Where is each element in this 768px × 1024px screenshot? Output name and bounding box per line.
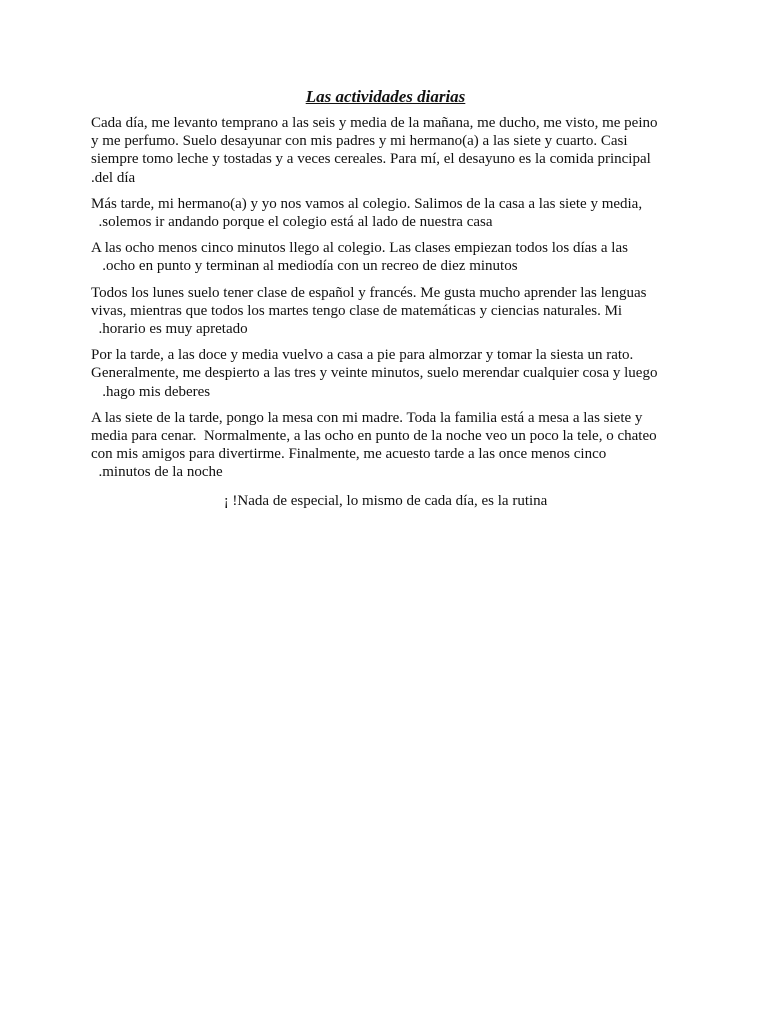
text-line: .del día bbox=[91, 169, 136, 186]
document-body bbox=[91, 114, 680, 510]
paragraph-3 bbox=[91, 239, 680, 275]
text-line: .solemos ir andando porque el colegio está al lado de nuestra casa bbox=[91, 214, 493, 231]
text-line: siempre tomo leche y tostadas y a veces cereales. Para mí, el desayuno es la comida principal bbox=[91, 151, 651, 168]
closing-line: ¡ !Nada de especial, lo mismo de cada día, es la rutina bbox=[223, 492, 548, 509]
paragraph-1 bbox=[91, 114, 680, 187]
paragraph-4 bbox=[91, 284, 680, 339]
text-line: A las ocho menos cinco minutos llego al colegio. Las clases empiezan todos los días a las bbox=[91, 240, 628, 257]
text-line: con mis amigos para divertirme. Finalmente, me acuesto tarde a las once menos cinco bbox=[91, 446, 607, 463]
text-line: Por la tarde, a las doce y media vuelvo a casa a pie para almorzar y tomar la siesta un rato. bbox=[91, 347, 634, 364]
text-line: media para cenar. Normalmente, a las ocho en punto de la noche veo un poco la tele, o chateo bbox=[91, 428, 657, 445]
paragraph-2 bbox=[91, 195, 680, 231]
text-line: .hago mis deberes bbox=[91, 383, 211, 400]
text-line: A las siete de la tarde, pongo la mesa con mi madre. Toda la familia está a mesa a las siete y bbox=[91, 409, 643, 426]
text-line: Generalmente, me despierto a las tres y veinte minutos, suelo merendar cualquier cosa y luego bbox=[91, 365, 658, 382]
text-line: .minutos de la noche bbox=[91, 464, 223, 481]
text-line: Cada día, me levanto temprano a las seis y media de la mañana, me ducho, me visto, me peino bbox=[91, 115, 658, 131]
text-line: Todos los lunes suelo tener clase de español y francés. Me gusta mucho aprender las lenguas bbox=[91, 284, 647, 301]
text-line: y me perfumo. Suelo desayunar con mis padres y mi hermano(a) a las siete y cuarto. Casi bbox=[91, 133, 628, 150]
text-line: .ocho en punto y terminan al mediodía con un recreo de diez minutos bbox=[91, 258, 518, 275]
text-line: vivas, mientras que todos los martes tengo clase de matemáticas y ciencias naturales. Mi bbox=[91, 302, 623, 319]
paragraph-6 bbox=[91, 409, 680, 482]
document-title: Las actividades diarias bbox=[305, 87, 466, 106]
text-line: Más tarde, mi hermano(a) y yo nos vamos al colegio. Salimos de la casa a las siete y media, bbox=[91, 195, 643, 212]
text-line: .horario es muy apretado bbox=[91, 321, 248, 338]
paragraph-5 bbox=[91, 346, 680, 401]
